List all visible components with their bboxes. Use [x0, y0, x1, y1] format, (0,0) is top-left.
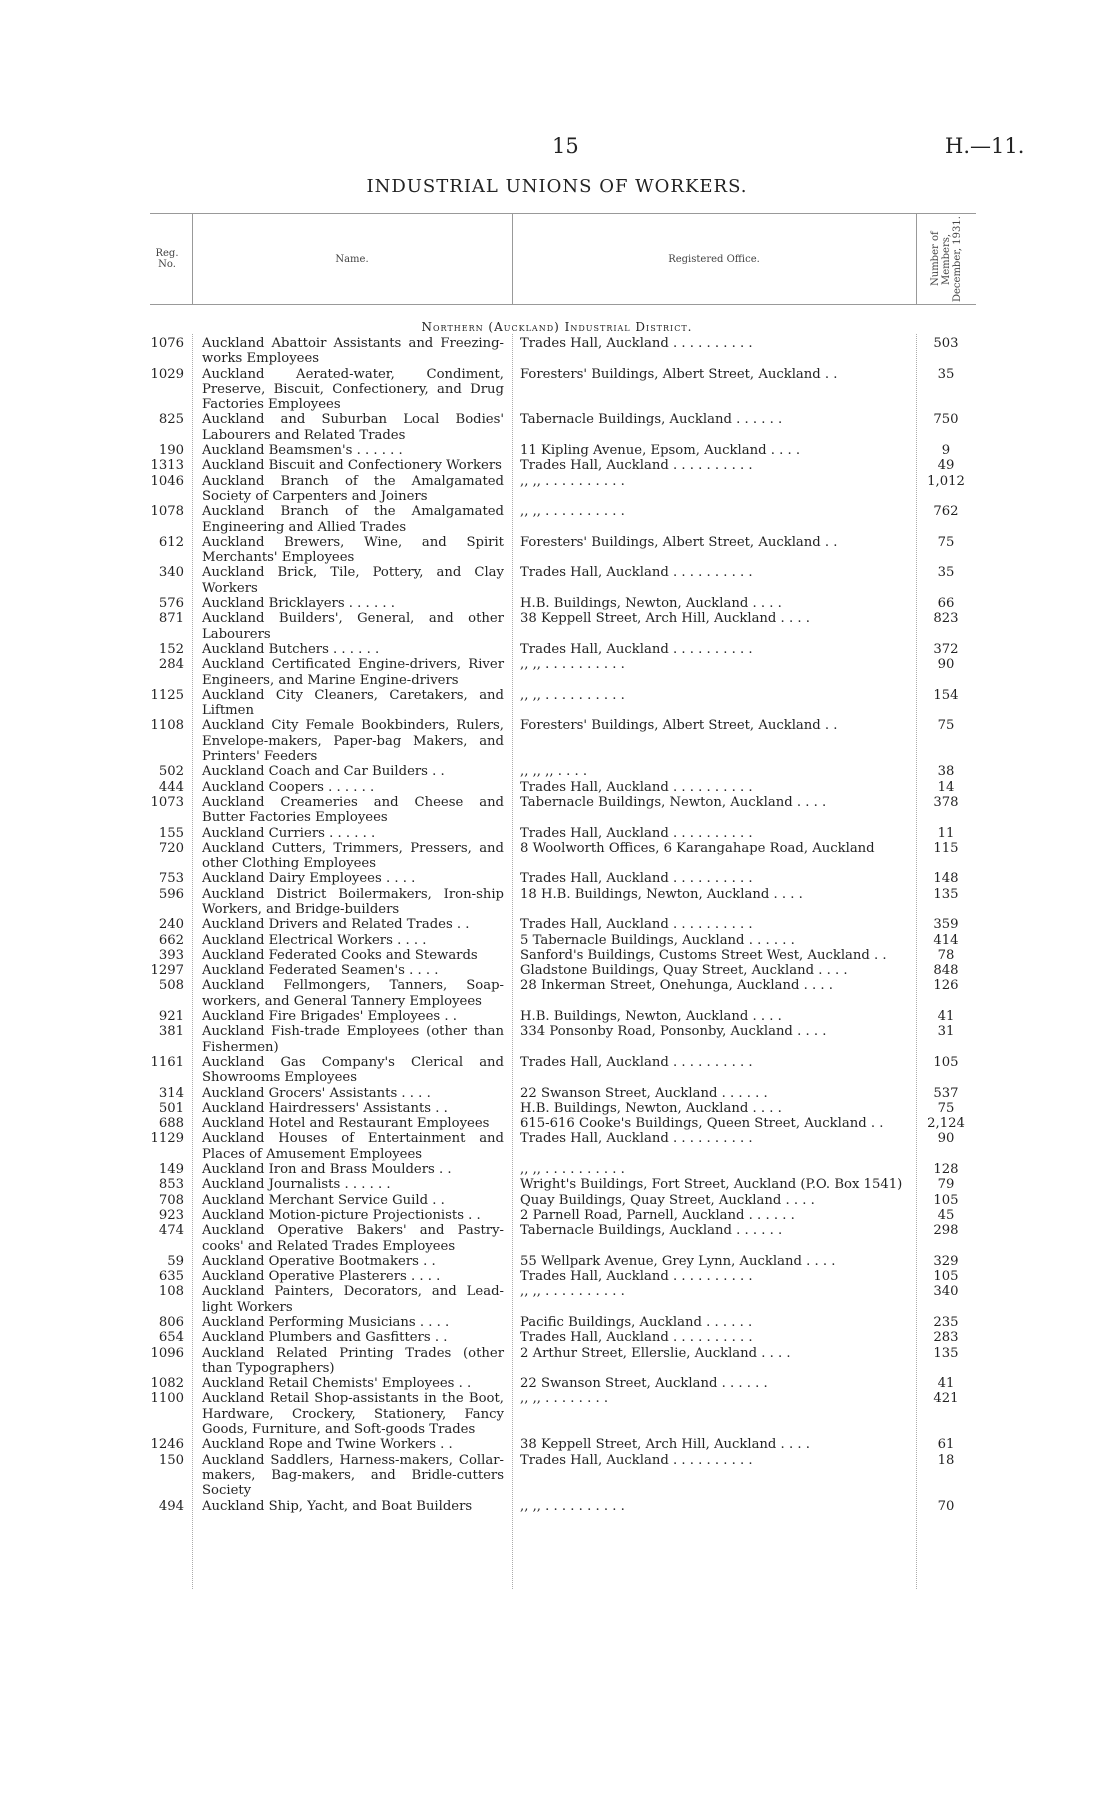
union-name: Auckland Certificated Engine-drivers, River Engineers, and Marine Engine-drivers: [202, 657, 504, 688]
member-count: 31: [937, 1024, 955, 1040]
reg-number: 1076: [150, 336, 184, 351]
page-title: INDUSTRIAL UNIONS OF WORKERS.: [366, 176, 748, 197]
reg-number: 708: [158, 1192, 184, 1208]
registered-office: Quay Buildings, Quay Street, Auckland . . . .: [520, 1192, 815, 1208]
registered-office: Gladstone Buildings, Quay Street, Auckland . . . .: [520, 963, 848, 979]
member-count: 372: [933, 641, 959, 657]
union-name: Auckland Retail Chemists' Employees . .: [202, 1376, 472, 1392]
registered-office: ,, ,, . . . . . . . . . .: [520, 1498, 625, 1514]
union-name: Auckland Retail Shop-assistants in the Boot, Hardware, Crockery, Stationery, Fancy Goods, Furniture, and Soft-goods Trades: [202, 1391, 504, 1438]
member-count: 378: [933, 794, 959, 810]
registered-office: H.B. Buildings, Newton, Auckland . . . .: [520, 1009, 782, 1025]
table-row: [150, 443, 976, 458]
table-row: [150, 1437, 976, 1452]
registered-office: ,, ,, . . . . . . . . . .: [520, 1162, 625, 1178]
registered-office: 615-616 Cooke's Buildings, Queen Street, Auckland . .: [520, 1116, 884, 1132]
registered-office: Trades Hall, Auckland . . . . . . . . . .: [520, 1131, 753, 1147]
member-count: 135: [933, 1345, 959, 1361]
table-row: [150, 1086, 976, 1101]
reg-number: 314: [158, 1085, 184, 1101]
page-number: 15: [552, 134, 579, 158]
column-header-members: Number of Members, December, 1931.: [929, 216, 963, 302]
reg-number: 1096: [150, 1345, 184, 1361]
reg-number: 1029: [150, 366, 184, 382]
table-row: [150, 841, 976, 872]
registered-office: Trades Hall, Auckland . . . . . . . . . .: [520, 1054, 753, 1070]
table-row: [150, 1376, 976, 1391]
member-count: 2,124: [927, 1116, 965, 1132]
member-count: 283: [933, 1330, 959, 1346]
table-row: [150, 933, 976, 948]
registered-office: 38 Keppell Street, Arch Hill, Auckland . . . .: [520, 1437, 810, 1453]
member-count: 9: [941, 443, 951, 459]
member-count: 128: [933, 1162, 959, 1178]
table-row: [150, 474, 976, 505]
registered-office: H.B. Buildings, Newton, Auckland . . . .: [520, 596, 782, 612]
registered-office: 22 Swanson Street, Auckland . . . . . .: [520, 1085, 768, 1101]
registered-office: 55 Wellpark Avenue, Grey Lynn, Auckland . . . .: [520, 1253, 836, 1269]
member-count: 79: [937, 1177, 955, 1193]
union-name: Auckland Creameries and Cheese and Butter Factories Employees: [202, 794, 504, 826]
reg-number: 501: [158, 1100, 184, 1116]
member-count: 41: [937, 1376, 955, 1392]
reg-number: 806: [158, 1315, 184, 1330]
union-name: Auckland Fish-trade Employees (other than Fishermen): [202, 1024, 504, 1055]
member-count: 537: [933, 1085, 959, 1101]
table-row: [150, 565, 976, 596]
reg-number: 1313: [150, 458, 184, 474]
reg-number: 502: [158, 764, 184, 780]
registered-office: ,, ,, . . . . . . . . . .: [520, 1284, 625, 1300]
member-count: 1,012: [927, 473, 965, 489]
registered-office: ,, ,, . . . . . . . . . .: [520, 504, 625, 520]
registered-office: Foresters' Buildings, Albert Street, Auckland . .: [520, 366, 838, 382]
reg-number: 825: [158, 412, 184, 428]
member-count: 848: [933, 963, 959, 979]
table-row: [150, 1116, 976, 1131]
table-row: [150, 1162, 976, 1177]
union-name: Auckland Rope and Twine Workers . .: [202, 1437, 453, 1453]
union-name: Auckland Gas Company's Clerical and Showrooms Employees: [202, 1054, 504, 1086]
table-row: [150, 1223, 976, 1254]
table-row: [150, 1024, 976, 1055]
reg-number: 149: [158, 1162, 184, 1178]
registered-office: Trades Hall, Auckland . . . . . . . . . .: [520, 1330, 753, 1346]
union-name: Auckland Grocers' Assistants . . . .: [202, 1085, 431, 1101]
member-count: 45: [937, 1207, 955, 1223]
table-row: [150, 1177, 976, 1192]
member-count: 35: [937, 565, 955, 581]
member-count: 329: [933, 1253, 959, 1269]
registered-office: ,, ,, . . . . . . . . . .: [520, 687, 625, 703]
union-name: Auckland and Suburban Local Bodies' Labourers and Related Trades: [202, 412, 504, 443]
registered-office: ,, ,, . . . . . . . . . .: [520, 657, 625, 673]
member-count: 75: [937, 718, 955, 734]
table-row: [150, 1499, 976, 1514]
table-row: [150, 1330, 976, 1345]
union-name: Auckland Operative Plasterers . . . .: [202, 1269, 441, 1285]
reg-number: 393: [158, 947, 184, 963]
paper-code: H.—11.: [945, 134, 1025, 158]
union-name: Auckland Journalists . . . . . .: [202, 1177, 391, 1193]
member-count: 66: [937, 596, 955, 612]
registered-office: Foresters' Buildings, Albert Street, Auckland . .: [520, 718, 838, 734]
union-name: Auckland Federated Seamen's . . . .: [202, 963, 439, 979]
reg-number: 1082: [150, 1376, 184, 1392]
table-row: [150, 657, 976, 688]
registered-office: Wright's Buildings, Fort Street, Auckland (P.O. Box 1541): [520, 1177, 903, 1193]
member-count: 105: [933, 1054, 959, 1070]
union-name: Auckland Ship, Yacht, and Boat Builders: [202, 1498, 473, 1514]
table-row: [150, 1453, 976, 1499]
reg-number: 1073: [150, 794, 184, 810]
table-row: [150, 871, 976, 886]
member-count: 135: [933, 886, 959, 902]
registered-office: Trades Hall, Auckland . . . . . . . . . .: [520, 779, 753, 795]
registered-office: Foresters' Buildings, Albert Street, Auckland . .: [520, 534, 838, 550]
union-name: Auckland District Boilermakers, Iron-ship Workers, and Bridge-builders: [202, 886, 504, 917]
table-row: [150, 336, 976, 367]
registered-office: Sanford's Buildings, Customs Street West, Auckland . .: [520, 947, 887, 963]
member-count: 105: [933, 1192, 959, 1208]
table-row: [150, 1346, 976, 1377]
registered-office: Trades Hall, Auckland . . . . . . . . . .: [520, 825, 753, 841]
reg-number: 444: [158, 779, 184, 795]
table-row: [150, 1284, 976, 1315]
column-header-name: Name.: [335, 253, 369, 265]
reg-number: 381: [158, 1024, 184, 1040]
union-name: Auckland Performing Musicians . . . .: [202, 1315, 450, 1330]
union-name: Auckland Butchers . . . . . .: [202, 641, 380, 657]
member-count: 503: [933, 336, 959, 351]
member-count: 78: [937, 947, 955, 963]
reg-number: 662: [158, 932, 184, 948]
reg-number: 654: [158, 1330, 184, 1346]
table-row: [150, 1101, 976, 1116]
table-row: [150, 412, 976, 443]
table-row: [150, 1131, 976, 1162]
union-name: Auckland Coach and Car Builders . .: [202, 764, 445, 780]
union-name: Auckland Bricklayers . . . . . .: [202, 596, 395, 612]
table-row: [150, 504, 976, 535]
table-row: [150, 1391, 976, 1437]
table-row: [150, 1269, 976, 1284]
union-name: Auckland Dairy Employees . . . .: [202, 871, 416, 887]
union-name: Auckland Iron and Brass Moulders . .: [202, 1162, 452, 1178]
table-row: [150, 764, 976, 779]
registered-office: Tabernacle Buildings, Newton, Auckland . . . .: [520, 794, 827, 810]
table-row: [150, 1009, 976, 1024]
member-count: 359: [933, 917, 959, 933]
union-name: Auckland Painters, Decorators, and Lead-light Workers: [202, 1284, 504, 1315]
union-name: Auckland City Female Bookbinders, Rulers, Envelope-makers, Paper-bag Makers, and Printers' Feeders: [202, 718, 504, 765]
registered-office: 5 Tabernacle Buildings, Auckland . . . . . .: [520, 932, 795, 948]
reg-number: 508: [158, 978, 184, 994]
registered-office: 38 Keppell Street, Arch Hill, Auckland . . . .: [520, 611, 810, 627]
member-count: 41: [937, 1009, 955, 1025]
union-name: Auckland Cutters, Trimmers, Pressers, and other Clothing Employees: [202, 840, 504, 872]
member-count: 90: [937, 1131, 955, 1147]
union-name: Auckland Motion-picture Projectionists . .: [202, 1207, 481, 1223]
union-name: Auckland Fire Brigades' Employees . .: [202, 1009, 457, 1025]
registered-office: 2 Parnell Road, Parnell, Auckland . . . . . .: [520, 1207, 795, 1223]
reg-number: 688: [158, 1116, 184, 1132]
member-count: 105: [933, 1269, 959, 1285]
registered-office: ,, ,, . . . . . . . . . .: [520, 473, 625, 489]
reg-number: 1108: [150, 718, 184, 734]
table-row: [150, 963, 976, 978]
table-row: [150, 458, 976, 473]
reg-number: 1129: [150, 1131, 184, 1147]
union-name: Auckland Related Printing Trades (other than Typographers): [202, 1345, 504, 1376]
table-row: [150, 795, 976, 826]
reg-number: 108: [158, 1284, 184, 1300]
union-name: Auckland Operative Bootmakers . .: [202, 1253, 436, 1269]
reg-number: 1046: [150, 473, 184, 489]
union-name: Auckland Fellmongers, Tanners, Soap-workers, and General Tannery Employees: [202, 978, 504, 1009]
reg-number: 284: [158, 657, 184, 673]
union-name: Auckland Saddlers, Harness-makers, Collar-makers, Bag-makers, and Bridle-cutters Society: [202, 1452, 504, 1499]
member-count: 61: [937, 1437, 955, 1453]
table-row: [150, 780, 976, 795]
union-name: Auckland Curriers . . . . . .: [202, 825, 376, 841]
unions-table: [150, 336, 976, 1514]
reg-number: 921: [158, 1009, 184, 1025]
column-header-office: Registered Office.: [668, 253, 760, 265]
registered-office: Trades Hall, Auckland . . . . . . . . . .: [520, 871, 753, 887]
union-name: Auckland Plumbers and Gasfitters . .: [202, 1330, 448, 1346]
union-name: Auckland Builders', General, and other Labourers: [202, 611, 504, 642]
reg-number: 635: [158, 1269, 184, 1285]
registered-office: Trades Hall, Auckland . . . . . . . . . .: [520, 641, 753, 657]
table-row: [150, 826, 976, 841]
union-name: Auckland Electrical Workers . . . .: [202, 932, 427, 948]
registered-office: Tabernacle Buildings, Auckland . . . . . .: [520, 1223, 783, 1239]
member-count: 148: [933, 871, 959, 887]
reg-number: 494: [158, 1498, 184, 1514]
table-row: [150, 1254, 976, 1269]
member-count: 414: [933, 932, 959, 948]
reg-number: 1100: [150, 1391, 184, 1407]
table-row: [150, 367, 976, 413]
registered-office: 28 Inkerman Street, Onehunga, Auckland . . . .: [520, 978, 833, 994]
reg-number: 190: [158, 443, 184, 459]
table-row: [150, 1208, 976, 1223]
reg-number: 612: [158, 534, 184, 550]
table-row: [150, 887, 976, 918]
registered-office: Trades Hall, Auckland . . . . . . . . . .: [520, 458, 753, 474]
reg-number: 753: [158, 871, 184, 887]
union-name: Auckland Drivers and Related Trades . .: [202, 917, 470, 933]
reg-number: 152: [158, 641, 184, 657]
union-name: Auckland Operative Bakers' and Pastry-cooks' and Related Trades Employees: [202, 1223, 504, 1254]
reg-number: 1297: [150, 963, 184, 979]
registered-office: H.B. Buildings, Newton, Auckland . . . .: [520, 1100, 782, 1116]
union-name: Auckland Brick, Tile, Pottery, and Clay Workers: [202, 565, 504, 596]
union-name: Auckland Houses of Entertainment and Places of Amusement Employees: [202, 1131, 504, 1162]
member-count: 75: [937, 534, 955, 550]
table-row: [150, 978, 976, 1009]
reg-number: 59: [167, 1253, 184, 1269]
reg-number: 1125: [150, 687, 184, 703]
registered-office: Trades Hall, Auckland . . . . . . . . . .: [520, 917, 753, 933]
member-count: 35: [937, 366, 955, 382]
table-row: [150, 1055, 976, 1086]
registered-office: Trades Hall, Auckland . . . . . . . . . .: [520, 1452, 753, 1468]
column-header-reg: Reg. No.: [155, 248, 179, 270]
union-name: Auckland Aerated-water, Condiment, Preserve, Biscuit, Confectionery, and Drug Factories Employees: [202, 366, 504, 413]
table-row: [150, 917, 976, 932]
union-name: Auckland Branch of the Amalgamated Society of Carpenters and Joiners: [202, 473, 504, 504]
registered-office: 2 Arthur Street, Ellerslie, Auckland . . . .: [520, 1345, 791, 1361]
union-name: Auckland Hairdressers' Assistants . .: [202, 1100, 448, 1116]
union-name: Auckland Biscuit and Confectionery Workers: [202, 458, 502, 474]
registered-office: ,, ,, ,, . . . .: [520, 764, 588, 780]
union-name: Auckland Brewers, Wine, and Spirit Merchants' Employees: [202, 534, 504, 566]
member-count: 823: [933, 611, 959, 627]
district-heading: Northern (Auckland) Industrial District.: [421, 320, 693, 334]
member-count: 154: [933, 687, 959, 703]
reg-number: 923: [158, 1207, 184, 1223]
union-name: Auckland City Cleaners, Caretakers, and Liftmen: [202, 687, 504, 719]
member-count: 126: [933, 978, 959, 994]
reg-number: 853: [158, 1177, 184, 1193]
registered-office: Trades Hall, Auckland . . . . . . . . . .: [520, 1269, 753, 1285]
table-row: [150, 688, 976, 719]
union-name: Auckland Abattoir Assistants and Freezing-works Employees: [202, 336, 504, 367]
reg-number: 240: [158, 917, 184, 933]
table-header: [150, 213, 976, 305]
reg-number: 150: [158, 1452, 184, 1468]
reg-number: 155: [158, 825, 184, 841]
table-row: [150, 642, 976, 657]
table-row: [150, 1193, 976, 1208]
member-count: 49: [937, 458, 955, 474]
reg-number: 340: [158, 565, 184, 581]
registered-office: Trades Hall, Auckland . . . . . . . . . .: [520, 565, 753, 581]
registered-office: Trades Hall, Auckland . . . . . . . . . .: [520, 336, 753, 351]
reg-number: 596: [158, 886, 184, 902]
member-count: 14: [937, 779, 955, 795]
registered-office: Pacific Buildings, Auckland . . . . . .: [520, 1315, 753, 1330]
union-name: Auckland Hotel and Restaurant Employees: [202, 1116, 490, 1132]
registered-office: 18 H.B. Buildings, Newton, Auckland . . . .: [520, 886, 803, 902]
reg-number: 1161: [150, 1054, 184, 1070]
member-count: 421: [933, 1391, 959, 1407]
member-count: 70: [937, 1498, 955, 1514]
reg-number: 1078: [150, 504, 184, 520]
registered-office: 8 Woolworth Offices, 6 Karangahape Road, Auckland: [520, 840, 875, 856]
reg-number: 576: [158, 596, 184, 612]
table-row: [150, 535, 976, 566]
union-name: Auckland Federated Cooks and Stewards: [202, 947, 478, 963]
union-name: Auckland Branch of the Amalgamated Engineering and Allied Trades: [202, 504, 504, 535]
registered-office: ,, ,, . . . . . . . .: [520, 1391, 609, 1407]
table-row: [150, 611, 976, 642]
union-name: Auckland Coopers . . . . . .: [202, 779, 375, 795]
reg-number: 1246: [150, 1437, 184, 1453]
table-row: [150, 948, 976, 963]
table-row: [150, 1315, 976, 1330]
table-row: [150, 718, 976, 764]
union-name: Auckland Merchant Service Guild . .: [202, 1192, 445, 1208]
registered-office: 11 Kipling Avenue, Epsom, Auckland . . . .: [520, 443, 801, 459]
member-count: 762: [933, 504, 959, 520]
registered-office: Tabernacle Buildings, Auckland . . . . . .: [520, 412, 783, 428]
registered-office: 334 Ponsonby Road, Ponsonby, Auckland . . . .: [520, 1024, 827, 1040]
reg-number: 871: [158, 611, 184, 627]
member-count: 11: [937, 825, 955, 841]
member-count: 90: [937, 657, 955, 673]
member-count: 115: [933, 840, 959, 856]
table-row: [150, 596, 976, 611]
reg-number: 474: [158, 1223, 184, 1239]
member-count: 750: [933, 412, 959, 428]
union-name: Auckland Beamsmen's . . . . . .: [202, 443, 403, 459]
reg-number: 720: [158, 840, 184, 856]
member-count: 38: [937, 764, 955, 780]
member-count: 235: [933, 1315, 959, 1330]
member-count: 298: [933, 1223, 959, 1239]
member-count: 340: [933, 1284, 959, 1300]
member-count: 75: [937, 1100, 955, 1116]
registered-office: 22 Swanson Street, Auckland . . . . . .: [520, 1376, 768, 1392]
member-count: 18: [937, 1452, 955, 1468]
